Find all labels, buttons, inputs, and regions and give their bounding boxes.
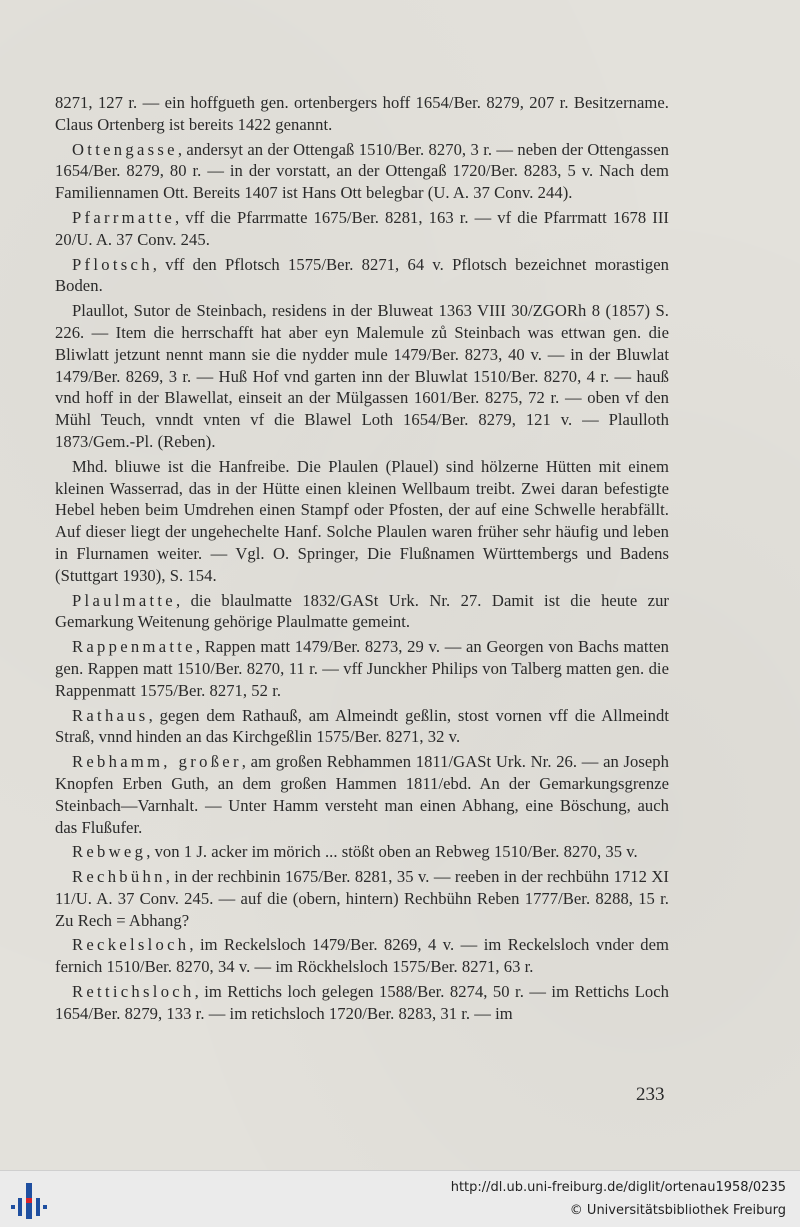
entry-rebhamm: Rebhamm, großer, am großen Rebhammen 1811/GASt Urk. Nr. 26. — an Joseph Knopfen Erben Guth, an dem großen Hammen 1811/ebd. An der Gemarkungsgrenze Steinbach—Varnhalt. — Unter Hamm versteht man einen Abhang, eine Böschung, auch das Flußufer. [55, 752, 669, 837]
paragraph-mhd-bliuwe: Mhd. bliuwe ist die Hanfreibe. Die Plaulen (Plauel) sind hölzerne Hütten mit einem kleinen Wasserrad, das in der Hütte einen kleinen Wellbaum treibt. Zwei daran befestigte Hebel heben beim Umdrehen einen Stampf oder Pfosten, der auf eine Schwelle herabfällt. Auf dieser liegt der ungehechelte Hanf. Solche Plaulen waren früher sehr häufig und leben in Flurnamen weiter. — Vgl. O. Springer, Die Flußnamen Württembergs und Badens (Stuttgart 1930), S. 154. [55, 456, 669, 585]
lemma: Ottengasse [72, 139, 178, 159]
lemma: Rebhamm, großer [72, 752, 242, 772]
page-number: 233 [636, 1084, 665, 1105]
ub-freiburg-logo-icon [10, 1179, 50, 1221]
entry-rechbuehn: Rechbühn, in der rechbinin 1675/Ber. 8281, 35 v. — reeben in der rechbühn 1712 XI 11/U. A. 37 Conv. 245. — auf die (obern, hintern) Rechbühn Reben 1777/Ber. 8288, 15 r. Zu Rech = Abhang? [55, 867, 669, 930]
entry-ottengasse: Ottengasse, andersyt an der Ottengaß 1510/Ber. 8270, 3 r. — neben der Ottengassen 1654/Ber. 8279, 80 r. — in der vorstatt, an der Ottengaß 1720/Ber. 8283, 5 v. Nach dem Familiennamen Ott. Bereits 1407 ist Hans Ott belegbar (U. A. 37 Conv. 244). [55, 139, 669, 203]
lemma: Rathaus [72, 705, 149, 725]
paragraph: 8271, 127 r. — ein hoffgueth gen. ortenbergers hoff 1654/Ber. 8279, 207 r. Besitzername. Claus Ortenberg ist bereits 1422 genannt. [55, 93, 669, 134]
entry-pfarrmatte: Pfarrmatte, vff die Pfarrmatte 1675/Ber. 8281, 163 r. — vf die Pfarrmatt 1678 III 20/U. A. 37 Conv. 245. [55, 207, 669, 249]
source-url-link[interactable]: http://dl.ub.uni-freiburg.de/diglit/ortenau1958/0235 [450, 1180, 786, 1195]
lemma: Rechbühn [72, 867, 166, 887]
entry-rettichsloch: Rettichsloch, im Rettichs loch gelegen 1588/Ber. 8274, 50 r. — im Rettichs Loch 1654/Ber. 8279, 133 r. — im retichsloch 1720/Ber. 8283, 31 r. — im [55, 982, 669, 1023]
entry-plaulmatte: Plaulmatte, die blaulmatte 1832/GASt Urk. Nr. 27. Damit ist die heute zur Gemarkung Weitenung gehörige Plaulmatte gemeint. [55, 590, 669, 632]
entry-reckelsloch: Reckelsloch, im Reckelsloch 1479/Ber. 8269, 4 v. — im Reckelsloch vnder dem fernich 1510/Ber. 8270, 34 v. — im Röckhelsloch 1575/Ber. 8271, 63 r. [55, 935, 669, 977]
lemma: Rettichsloch [72, 982, 195, 1002]
lemma: Rebweg [72, 842, 147, 862]
entry-rebweg: Rebweg, von 1 J. acker im mörich ... stößt oben an Rebweg 1510/Ber. 8270, 35 v. [72, 842, 638, 862]
copyright-text: © Universitätsbibliothek Freiburg [569, 1203, 786, 1218]
entry-pflotsch: Pflotsch, vff den Pflotsch 1575/Ber. 8271, 64 v. Pflotsch bezeichnet morastigen Boden. [55, 254, 669, 296]
footer-bar [0, 1170, 800, 1227]
lemma: Rappenmatte [72, 637, 196, 657]
entry-plaullot: Plaullot, Sutor de Steinbach, residens in der Bluweat 1363 VIII 30/ZGORh 8 (1857) S. 226. — Item die herrschafft hat aber eyn Malemule zů Steinbach was ettwan gen. die Bliwlatt jetzunt nennt mann sie die nydder mule 1479/Ber. 8273, 40 v. — in der Bluwlat 1479/Ber. 8269, 3 r. — Huß Hof vnd garten inn der Bluwlat 1510/Ber. 8270, 4 r. — hauß vnd hoff in der Blawellat, einseit an der Mülgassen 1601/Ber. 8275, 72 r. — oben vf den Mühl Teuch, vnndt vnten vf die Blawel Loth 1654/Ber. 8279, 121 v. — Plaulloth 1873/Gem.-Pl. (Reben). [55, 301, 669, 451]
page-text [55, 92, 669, 1028]
lemma: Pfarrmatte [72, 207, 176, 227]
lemma: Reckelsloch [72, 935, 190, 955]
entry-rathaus: Rathaus, gegen dem Rathauß, am Almeindt geßlin, stost vornen vff die Allmeindt Straß, vnnd hinden an das Kirchgeßlin 1575/Ber. 8271, 32 v. [55, 705, 669, 747]
lemma: Plaulmatte [72, 590, 176, 610]
entry-rappenmatte: Rappenmatte, Rappen matt 1479/Ber. 8273, 29 v. — an Georgen von Bachs matten gen. Rappen matt 1510/Ber. 8270, 11 r. — vff Junckher Philips von Talberg matten gen. die Rappenmatt 1575/Ber. 8271, 52 r. [55, 637, 669, 700]
lemma: Pflotsch [72, 254, 153, 274]
